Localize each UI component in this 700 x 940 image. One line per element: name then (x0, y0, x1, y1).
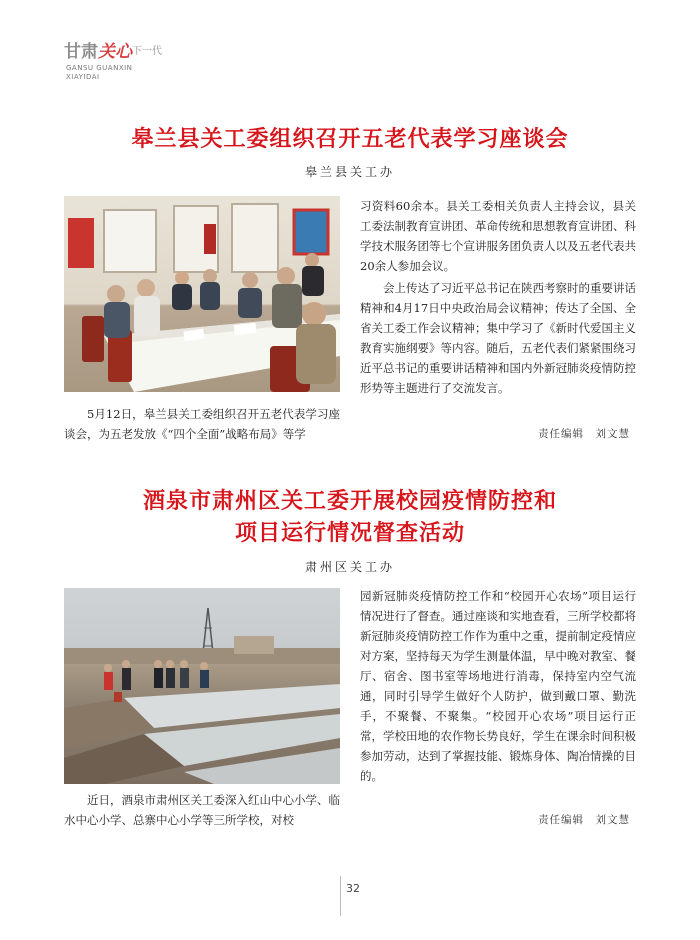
farm-scene (64, 588, 340, 784)
article1-photo-meeting (64, 196, 340, 392)
article1-byline: 皋兰县关工办 (304, 165, 395, 179)
logo-pinyin-line-2: XIAYIDAI (66, 73, 100, 81)
article2-photo-caption: 近日，酒泉市肃州区关工委深入红山中心小学、临水中心小学、总寨中心小学等三所学校，对校 (64, 793, 340, 827)
meeting-scene (64, 196, 340, 392)
article1-editor: 责任编辑 刘文慧 (538, 428, 630, 440)
magazine-logo (64, 42, 164, 86)
article2-photo-farm (64, 588, 340, 784)
article1-photo-caption: 5月12日，皋兰县关工委组织召开五老代表学习座谈会，为五老发放《“四个全面”战略布局》等学 (64, 407, 340, 441)
article1-paragraph-1: 习资料60余本。县关工委相关负责人主持会议，县关工委法制教育宣讲团、革命传统和思想教育宣讲团、科学技术服务团等七个宣讲服务团负责人以及五老代表共20余人参加会议。 (360, 199, 636, 273)
article2-title-line-1: 酒泉市肃州区关工委开展校园疫情防控和 (142, 489, 557, 514)
article1-title: 皋兰县关工委组织召开五老代表学习座谈会 (131, 127, 569, 152)
page-number: 32 (346, 882, 360, 895)
article2-title-line-2: 项目运行情况督查活动 (234, 521, 465, 546)
article2-paragraph-1: 园新冠肺炎疫情防控工作和“校园开心农场”项目运行情况进行了督查。通过座谈和实地查看，三所学校都将新冠肺炎疫情防控工作作为重中之重，提前制定疫情应对方案，坚持每天为学生测量体温，早中晚对教室、餐厅、宿舍、图书室等场地进行消毒，保持室内空气流通，同时引导学生做好个人防护，做到戴口罩、勤洗手，不聚餐、不聚集。“校园开心农场”项目运行正常，学校田地的农作物长势良好，学生在课余时间积极参加劳动，达到了掌握技能、锻炼身体、陶冶情操的目的。 (360, 589, 636, 783)
article2-editor: 责任编辑 刘文慧 (538, 814, 630, 826)
page-divider (340, 876, 341, 916)
article1-paragraph-2: 会上传达了习近平总书记在陕西考察时的重要讲话精神和4月17日中央政治局会议精神；传达了全国、全省关工委工作会议精神；集中学习了《新时代爱国主义教育实施纲要》等内容。随后，五老代表们紧紧围绕习近平总书记的重要讲话精神和国内外新冠肺炎疫情防控形势等主题进行了交流发言。 (360, 281, 636, 395)
logo-pinyin-line-1: GANSU GUANXIN (66, 64, 133, 72)
article2-byline: 肃州区关工办 (304, 560, 395, 574)
logo-chinese-text: 甘肃关心$^{下一代}$ (64, 42, 162, 62)
